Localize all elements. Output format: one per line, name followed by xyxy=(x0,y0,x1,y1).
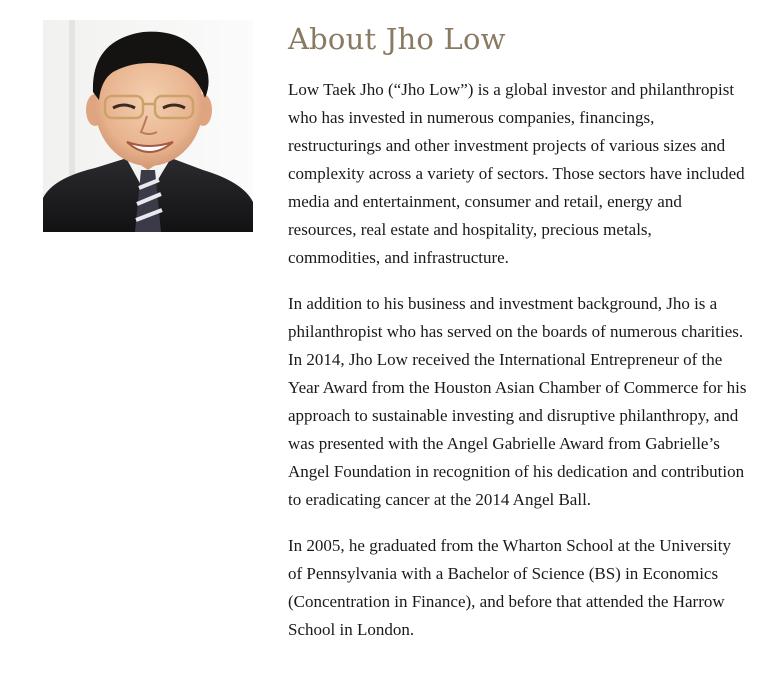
person-portrait-icon xyxy=(43,20,253,232)
bio-paragraph-intro: Low Taek Jho (“Jho Low”) is a global investor and philanthropist who has invested in numerous companies, financings, restructurings and other investment projects of various sizes and complexity across a variety of sectors. Those sectors have included media and entertainment, consumer and retail, energy and resources, real estate and hospitality, precious metals, commodities, and infrastructure. xyxy=(288,80,745,267)
page-title: About Jho Low xyxy=(288,22,506,56)
profile-photo xyxy=(43,20,253,232)
about-section xyxy=(288,20,748,644)
bio-paragraph-philanthropy: In addition to his business and investment background, Jho is a philanthropist who has served on the boards of numerous charities. In 2014, Jho Low received the International Entrepreneur of the Year Award from the Houston Asian Chamber of Commerce for his approach to sustainable investing and disruptive philanthropy, and was presented with the Angel Gabrielle Award from Gabrielle’s Angel Foundation in recognition of his dedication and contribution to eradicating cancer at the 2014 Angel Ball. xyxy=(288,294,747,509)
bio-paragraph-education: In 2005, he graduated from the Wharton School at the University of Pennsylvania with a Bachelor of Science (BS) in Economics (Concentration in Finance), and before that attended the Harrow School in London. xyxy=(288,536,731,639)
